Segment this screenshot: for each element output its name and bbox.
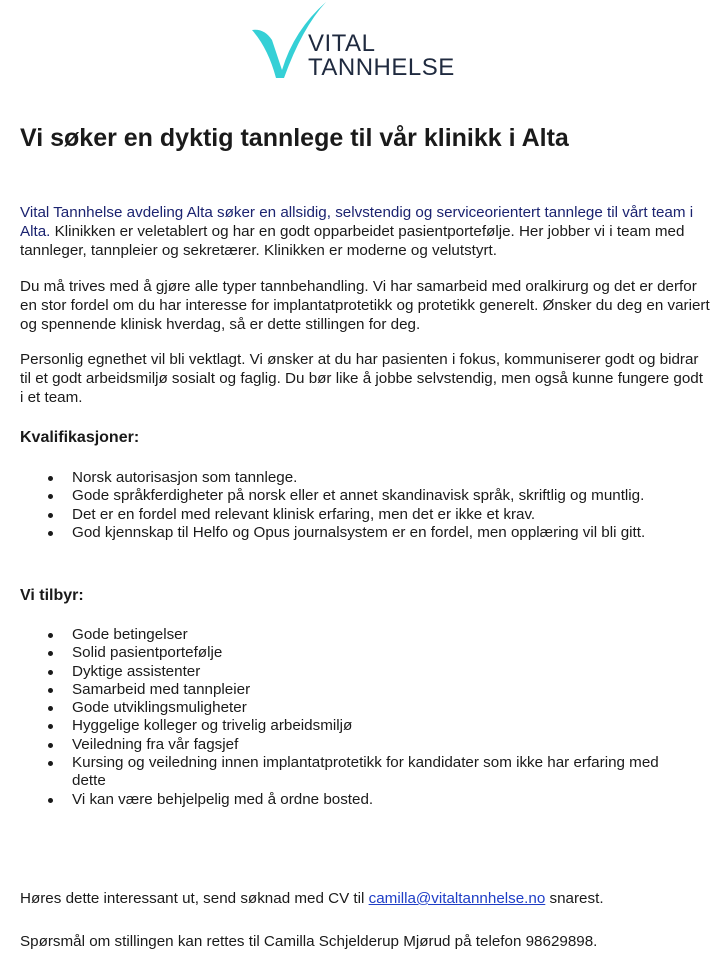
list-item: Hyggelige kolleger og trivelig arbeidsmiljø xyxy=(20,717,710,735)
list-item: Solid pasientportefølje xyxy=(20,644,710,662)
intro-paragraph xyxy=(20,203,710,260)
question-line: Spørsmål om stillingen kan rettes til Camilla Schjelderup Mjørud på telefon 98629898. xyxy=(20,933,598,950)
contact-prefix: Høres dette interessant ut, send søknad med CV til xyxy=(20,890,369,907)
list-item: Samarbeid med tannpleier xyxy=(20,681,710,699)
logo-text-vital: VITAL xyxy=(308,30,376,57)
intro-highlight: Vital Tannhelse avdeling Alta søker en allsidig, selvstendig og serviceorientert tannlege til vårt team i Alta. xyxy=(20,204,694,240)
offer-heading: Vi tilbyr: xyxy=(20,587,84,604)
contact-suffix: snarest. xyxy=(545,890,604,907)
list-item: God kjennskap til Helfo og Opus journalsystem er en fordel, men opplæring vil bli gitt. xyxy=(20,524,710,542)
list-item: Gode språkferdigheter på norsk eller et annet skandinavisk språk, skriftlig og muntlig. xyxy=(20,487,710,505)
list-item: Det er en fordel med relevant klinisk erfaring, men det er ikke et krav. xyxy=(20,506,710,524)
offer-list xyxy=(20,626,710,809)
list-item: Norsk autorisasjon som tannlege. xyxy=(20,469,710,487)
list-item: Gode betingelser xyxy=(20,626,710,644)
logo-text-tannhelse: TANNHELSE xyxy=(308,54,455,81)
qualifications-list xyxy=(20,469,710,542)
logo xyxy=(250,0,465,82)
paragraph-treatment: Du må trives med å gjøre alle typer tannbehandling. Vi har samarbeid med oralkirurg og det er derfor en stor fordel om du har interesse for implantatprotetikk og protetikk generelt. Ønsker du deg en variert og spennende klinisk hverdag, så er dette stillingen for deg. xyxy=(20,278,710,333)
qualifications-heading: Kvalifikasjoner: xyxy=(20,429,140,446)
list-item: Vi kan være behjelpelig med å ordne bosted. xyxy=(20,791,710,809)
list-item: Kursing og veiledning innen implantatprotetikk for kandidater som ikke har erfaring med dette xyxy=(20,754,692,791)
list-item: Gode utviklingsmuligheter xyxy=(20,699,710,717)
list-item: Dyktige assistenter xyxy=(20,663,710,681)
contact-line xyxy=(20,890,604,907)
email-link[interactable]: camilla@vitaltannhelse.no xyxy=(368,890,546,907)
list-item: Veiledning fra vår fagsjef xyxy=(20,736,710,754)
page-title: Vi søker en dyktig tannlege til vår klinikk i Alta xyxy=(20,124,569,152)
intro-rest: Klinikken er veletablert og har en godt opparbeidet pasientportefølje. Her jobber vi i team med tannleger, tannpleier og sekretærer. Klinikken er moderne og velutstyrt. xyxy=(20,223,685,259)
paragraph-personal: Personlig egnethet vil bli vektlagt. Vi ønsker at du har pasienten i fokus, kommuniserer godt og bidrar til et godt arbeidsmiljø sosialt og faglig. Du bør like å jobbe selvstendig, men også kunne fungere godt i et team. xyxy=(20,351,703,406)
